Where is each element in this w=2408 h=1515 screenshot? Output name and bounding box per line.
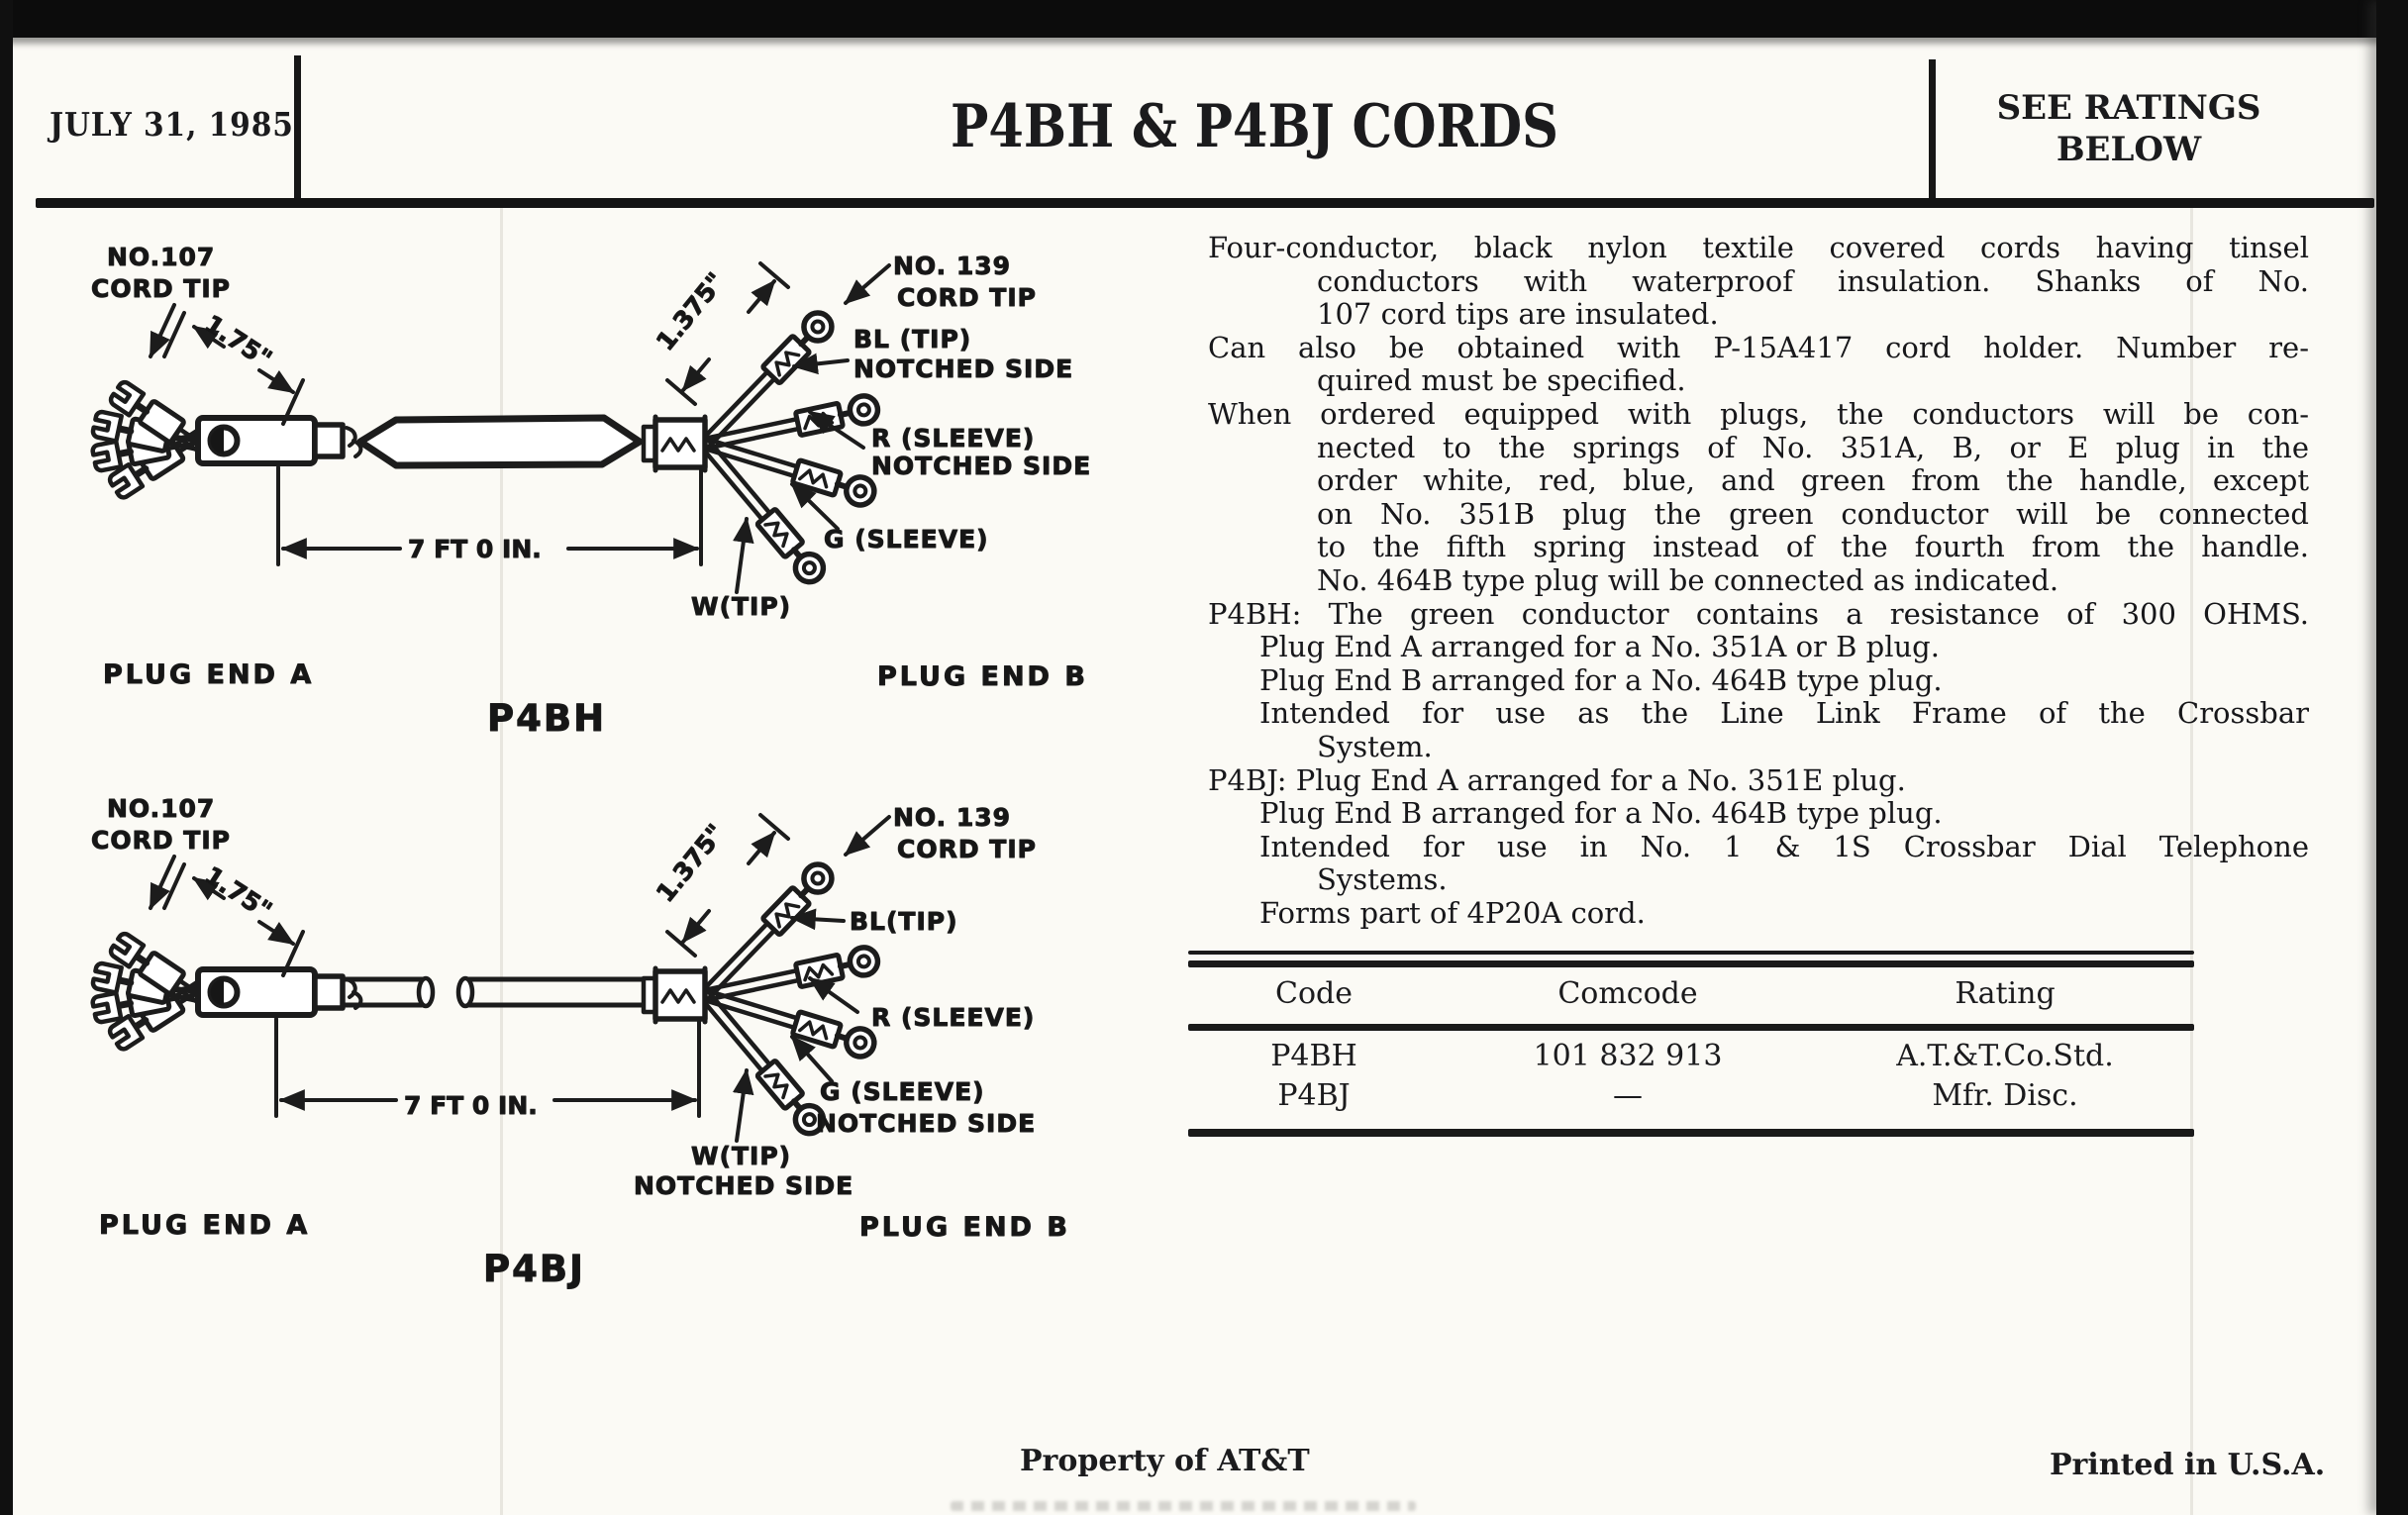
printed-notice: Printed in U.S.A. [2050,1448,2326,1482]
p4bh-label-r-notched: NOTCHED SIDE [871,452,1092,480]
description-line: Intended for use in No. 1 & 1S Crossbar Dial Telephone [1259,829,2309,863]
p4bh-plug-end-a-assembly [92,380,361,500]
description-line: When ordered equipped with plugs, the conductors will be con- [1208,396,2309,431]
p4bj-dim-a-value: 1.75" [199,860,277,926]
issue-date: JULY 31, 1985 [50,105,294,144]
p4bj-label-g: G (SLEEVE) [820,1077,985,1106]
table-cell: P4BJ [1277,1078,1351,1113]
p4bj-leader-r [810,978,857,1012]
p4bh-label-w: W(TIP) [691,592,792,621]
p4bj-leader-no107 [150,857,174,908]
p4bh-label-no139-line1: NO. 139 [893,252,1012,280]
p4bh-label-g: G (SLEEVE) [824,525,989,554]
p4bj-label-no107-line1: NO.107 [107,794,216,823]
description-line: System. [1317,729,1433,763]
ratings-note-line1: SEE RATINGS [1996,88,2261,128]
p4bh-dim-a-value: 1.75" [199,309,277,374]
p4bj-label-w: W(TIP) [691,1142,792,1170]
table-cell: A.T.&T.Co.Std. [1896,1039,2114,1073]
description-line: 107 cord tips are insulated. [1317,297,1719,332]
description-line: nected to the springs of No. 351A, B, or E plug in the [1317,430,2309,464]
property-notice: Property of AT&T [1020,1444,1310,1478]
p4bj-leader-no139 [846,817,889,855]
p4bh-caption-plug-end-b: PLUG END B [877,661,1088,692]
table-cell: — [1613,1078,1643,1113]
table-header-row [1188,976,2194,1011]
description-line: to the fifth spring instead of the fourth from the handle. [1317,530,2309,564]
ratings-note [1960,87,2297,170]
description-line: quired must be specified. [1317,363,1686,398]
p4bj-plug-end-a-assembly [92,932,361,1052]
p4bh-cord-body [360,418,640,465]
description-line: Intended for use as the Line Link Frame of the Crossbar [1259,696,2309,731]
p4bh-leader-w [737,519,747,592]
description-line: Plug End B arranged for a No. 464B type plug. [1259,662,1943,697]
scan-artifact [951,1501,1416,1511]
table-rule [1188,1024,2194,1031]
p4bj-label-g-notched: NOTCHED SIDE [816,1109,1037,1138]
p4bj-caption-model: P4BJ [483,1248,585,1290]
description-line: P4BJ: Plug End A arranged for a No. 351E plug. [1208,762,1906,797]
p4bj-caption-plug-end-b: PLUG END B [859,1212,1070,1243]
scan-edge-left [0,0,13,1515]
p4bj-cord-body [343,978,644,1006]
p4bj-diagram [91,794,1070,1290]
p4bj-length-value: 7 FT 0 IN. [404,1091,538,1120]
page-title: P4BH & P4BJ CORDS [951,92,1558,161]
p4bh-label-no139-line2: CORD TIP [897,283,1037,312]
description-line: Plug End B arranged for a No. 464B type plug. [1259,796,1943,831]
description-line: No. 464B type plug will be connected as indicated. [1317,562,2059,597]
p4bj-leader-bl [792,918,844,921]
p4bh-label-r: R (SLEEVE) [871,424,1036,453]
p4bh-diagram [91,243,1091,740]
p4bh-caption-model: P4BH [487,697,607,740]
header-divider-right [1929,59,1936,206]
p4bj-label-r: R (SLEEVE) [871,1003,1036,1032]
table-cell: P4BH [1270,1039,1357,1073]
table-rule [1188,960,2194,967]
table-cell: 101 832 913 [1533,1039,1723,1073]
header-divider-left [294,55,301,202]
header-rule [36,198,2374,208]
p4bh-label-no107-line1: NO.107 [107,243,216,271]
p4bh-label-bl-notched: NOTCHED SIDE [853,354,1074,383]
description-line: conductors with waterproof insulation. Shanks of No. [1317,263,2309,298]
description-line: order white, red, blue, and green from the handle, except [1317,463,2309,498]
p4bj-label-no107-line2: CORD TIP [91,826,231,855]
p4bh-label-no107-line2: CORD TIP [91,274,231,303]
table-row [1188,1039,2194,1073]
p4bh-leader-no107 [150,305,174,356]
description-line: Plug End A arranged for a No. 351A or B plug. [1259,630,1940,664]
table-row [1188,1078,2194,1113]
table-header-rating: Rating [1955,976,2056,1011]
p4bh-label-bl: BL (TIP) [853,325,972,354]
description-line: Forms part of 4P20A cord. [1259,895,1646,930]
p4bh-leader-no139 [846,265,889,303]
ratings-note-line2: BELOW [2056,130,2202,169]
description-line: Can also be obtained with P-15A417 cord holder. Number re- [1208,330,2309,364]
p4bh-dim-b-value: 1.375" [651,266,731,356]
description-line: P4BH: The green conductor contains a resistance of 300 OHMS. [1208,596,2309,631]
ratings-table [1188,949,2194,1152]
p4bj-label-no139-line2: CORD TIP [897,835,1037,863]
p4bj-label-w-notched: NOTCHED SIDE [634,1171,854,1200]
p4bj-caption-plug-end-a: PLUG END A [99,1210,311,1241]
cord-diagrams [30,213,1198,1337]
description-line: Systems. [1317,862,1448,897]
table-rule [1188,1129,2194,1137]
scan-edge-right [2376,0,2408,1515]
p4bh-caption-plug-end-a: PLUG END A [103,659,315,690]
table-header-code: Code [1275,976,1353,1011]
p4bj-leader-w [737,1070,747,1141]
description-line: on No. 351B plug the green conductor will be connected [1317,496,2309,531]
description-line: Four-conductor, black nylon textile covered cords having tinsel [1208,231,2309,264]
scan-edge-top [0,0,2408,38]
p4bj-dim-b-value: 1.375" [651,818,731,908]
p4bh-length-value: 7 FT 0 IN. [408,535,542,563]
description-block [1208,232,2309,930]
table-rule [1188,951,2194,955]
table-cell: Mfr. Disc. [1932,1078,2078,1113]
p4bj-label-bl: BL(TIP) [850,907,958,936]
p4bj-label-no139-line1: NO. 139 [893,803,1012,832]
table-header-comcode: Comcode [1557,976,1698,1011]
